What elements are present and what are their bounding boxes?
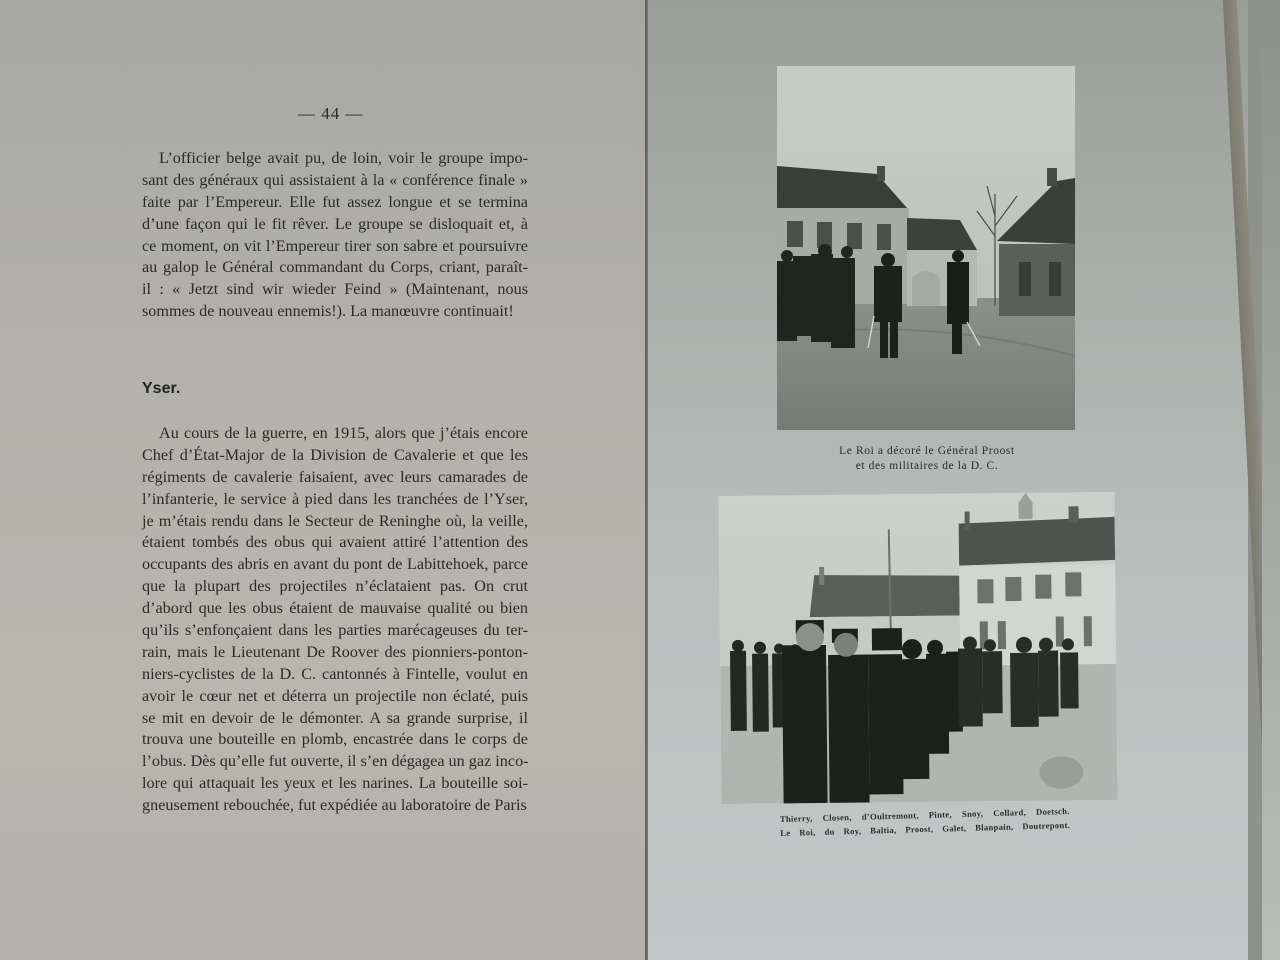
text-line: lore qui attaquait les yeux et les narines. La bouteille soi- [142,774,528,793]
background-surface [1262,0,1280,960]
caption-line: Thierry, Closen, d’Oultremont, Pinte, Snoy, Collard, Doetsch. [779,805,1070,825]
photo-caption-1 [800,444,1054,474]
text-line: sant des généraux qui assistaient à la « conférence finale » [142,170,528,189]
photograph-king-decorating-general-icon [777,66,1075,430]
text-line: gneusement rebouchée, fut expédiée au laboratoire de Paris [142,796,527,815]
text-line: trouva une bouteille en plomb, encastrée dans le corps de [142,730,528,749]
page-number: — 44 — [298,104,364,123]
text-line: occupants des abris en avant du pont de Labittehoek, parce [142,555,528,574]
text-line: étaient tombés des obus qui avaient attiré l’attention des [142,533,528,552]
text-line: qu’ils s’enfonçaient dans les parties marécageuses du ter- [142,621,528,640]
caption-line: et des militaires de la D. C. [855,460,999,472]
photograph-officers-lined-up-icon [718,492,1117,804]
text-line: régiments de cavalerie faisaient, avec leurs camarades de [142,467,528,486]
text-line: L’officier belge avait pu, de loin, voir le groupe impo- [159,149,528,167]
text-line: d’abord que les obus étaient de mauvaise qualité ou bien [142,599,528,618]
text-line: au galop le Général commandant du Corps, criant, paraît- [142,258,528,277]
text-line: avoir le cœur net et déterra un projectile non éclaté, puis [142,686,528,705]
paragraph-yser [142,423,528,817]
text-line: je m’étais rendu dans le Secteur de Reninghe où, la veille, [142,511,528,530]
text-line: niers-cyclistes de la D. C. cantonnés à Fintelle, voulut en [142,664,528,683]
text-line: l’obus. Dès qu’elle fut ouverte, il s’en dégagea un gaz inco- [142,752,529,771]
text-line: ce moment, on vit l’Empereur tirer son sabre et poursuivre [142,236,528,255]
section-heading-yser: Yser. [142,380,181,397]
text-line: Chef d’État-Major de la Division de Cavalerie et que les [142,445,528,464]
text-line: l’infanterie, le service à pied dans les tranchées de l’Yser, [142,489,528,508]
text-line: d’une façon qui le fit rêver. Le groupe se disloquait et, à [142,214,528,233]
caption-line: Le Roi a décoré le Général Proost [839,445,1015,457]
paragraph-conference [142,148,528,323]
text-line: se mit en devoir de le démonter. A sa grande surprise, il [142,708,528,727]
text-line: Au cours de la guerre, en 1915, alors que j’étais encore [159,424,528,442]
text-line: il : « Jetzt sind wir wieder Feind » (Maintenant, nous [142,280,528,299]
text-line: sommes de nouveau ennemis!). La manœuvre continuait! [142,302,514,321]
caption-line: Le Roi, du Roy, Baltia, Proost, Galet, Blanpain, Doutrepont. [780,819,1071,839]
text-line: rain, mais le Lieutenant De Roover des pionniers-ponton- [142,642,528,661]
text-line: que la plupart des projectiles n’éclataient pas. On crut [142,577,528,596]
text-line: faite par l’Empereur. Elle fut assez longue et se termina [142,192,528,211]
